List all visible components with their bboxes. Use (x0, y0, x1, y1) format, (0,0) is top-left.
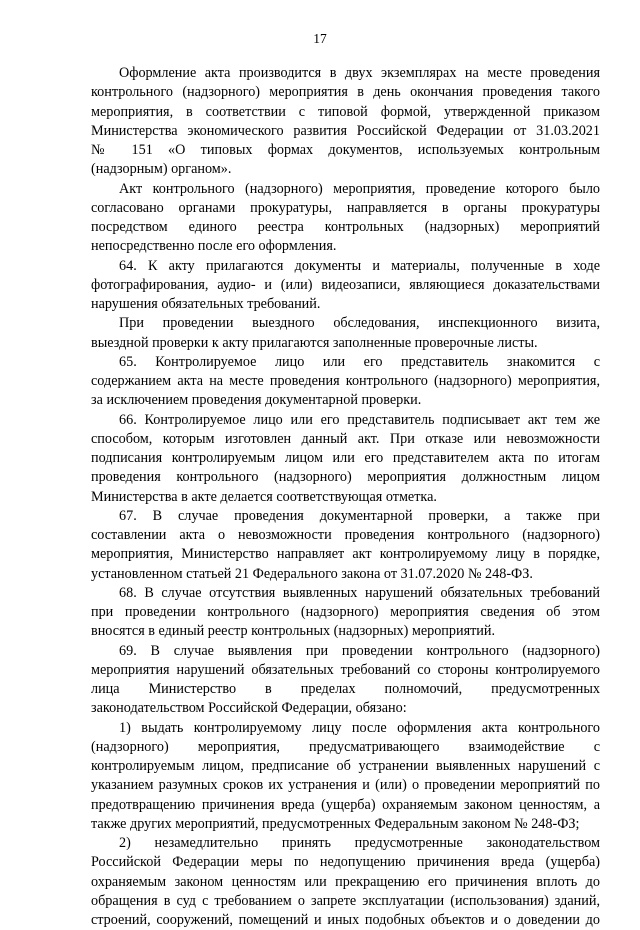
text-line: проведения контрольного (надзорного) мероприятия должностным лицом (91, 469, 600, 486)
text-line: (надзорного) мероприятия, предусматривающего взаимодействие с (91, 738, 600, 755)
text-line: лица Министерство в пределах полномочий, предусмотренных (91, 681, 600, 697)
paragraph (91, 834, 600, 930)
text-line: 66. Контролируемое лицо или его представитель подписывает акт тем же (119, 411, 600, 428)
text-line: предотвращению причинения вреда (ущерба) охраняемым законом ценностям, а (91, 796, 600, 813)
text-line: № 151 «О типовых формах документов, используемых контрольным (91, 142, 600, 158)
text-line: способом, которым изготовлен данный акт. При отказе или невозможности (91, 430, 600, 447)
text-line: Российской Федерации меры по недопущению причинения вреда (ущерба) (91, 854, 600, 871)
text-line: 1) выдать контролируемому лицу после оформления акта контрольного (119, 719, 600, 736)
text-line: непосредственно после его оформления. (91, 238, 337, 255)
text-line: охраняемым законом ценностям или прекращению его причинения вплоть до (91, 873, 600, 890)
text-line: подписания контролируемым лицом или его представителем акта по итогам (91, 450, 600, 466)
text-line: (надзорным) органом». (91, 161, 232, 178)
text-line: 67. В случае проведения документарной проверки, а также при (119, 507, 600, 524)
text-line: обращения в суд с требованием о запрете эксплуатации (использования) зданий, (91, 892, 600, 909)
text-line: вносятся в единый реестр контрольных (надзорных) мероприятий. (91, 623, 496, 640)
paragraph (91, 64, 600, 180)
text-line: при проведении контрольного (надзорного) мероприятия сведения об этом (91, 604, 600, 620)
text-line: также других мероприятий, предусмотренных Федеральным законом № 248-ФЗ; (91, 815, 580, 832)
text-line: составлении акта о невозможности проведения контрольного (надзорного) (91, 527, 600, 543)
text-line: Министерства экономического развития Российской Федерации от 31.03.2021 (91, 122, 600, 139)
text-line: контролируемым лицом, предписание об устранении выявленных нарушений с (91, 758, 600, 774)
paragraph (91, 180, 600, 257)
paragraph (91, 411, 600, 507)
text-line: контрольного (надзорного) мероприятия в день окончания проведения такого (91, 84, 600, 101)
text-line: фотографирования, аудио- и (или) видеозаписи, являющиеся доказательствами (91, 276, 600, 293)
text-line: строений, сооружений, помещений и иных подобных объектов и о доведении до (91, 912, 600, 928)
text-line: за исключением проведения документарной проверки. (91, 392, 422, 409)
text-line: законодательством Российской Федерации, обязано: (91, 700, 407, 717)
page-number: 17 (313, 31, 327, 46)
text-line: мероприятия нарушений обязательных требований со стороны контролируемого (91, 661, 600, 678)
text-line: посредством единого реестра контрольных (надзорных) мероприятий (91, 219, 600, 235)
text-line: мероприятия, в соответствии с типовой формой, утвержденной приказом (91, 103, 600, 120)
paragraph (91, 719, 600, 835)
paragraph (91, 353, 600, 411)
text-line: 68. В случае отсутствия выявленных нарушений обязательных требований (119, 584, 600, 601)
paragraph (91, 314, 600, 353)
text-line: выездной проверки к акту прилагаются заполненные проверочные листы. (91, 334, 538, 351)
text-line: содержанием акта на месте проведения контрольного (надзорного) мероприятия, (91, 373, 600, 389)
text-line: 2) незамедлительно принять предусмотренные законодательством (119, 835, 600, 851)
paragraph (91, 507, 600, 584)
text-line: установленном статьей 21 Федерального закона от 31.07.2020 № 248-ФЗ. (91, 565, 533, 582)
text-line: 64. К акту прилагаются документы и материалы, полученные в ходе (119, 257, 600, 274)
text-line: Оформление акта производится в двух экземплярах на месте проведения (119, 65, 600, 81)
text-line: 65. Контролируемое лицо или его представитель знакомится с (119, 353, 600, 370)
text-line: нарушения обязательных требований. (91, 296, 321, 312)
text-line: 69. В случае выявления при проведении контрольного (надзорного) (119, 642, 600, 659)
text-line: При проведении выездного обследования, инспекционного визита, (119, 315, 600, 332)
text-line: Министерства в акте делается соответствующая отметка. (91, 488, 437, 505)
text-line: согласовано органами прокуратуры, направляется в органы прокуратуры (91, 199, 600, 216)
text-line: указанием разумных сроков их устранения и (или) о проведении мероприятий по (91, 777, 600, 794)
paragraph (91, 257, 600, 315)
text-line: мероприятия, Министерство направляет акт контролируемому лицу в порядке, (91, 546, 600, 563)
text-line: Акт контрольного (надзорного) мероприятия, проведение которого было (119, 180, 600, 197)
document-body (91, 64, 600, 930)
paragraph (91, 584, 600, 642)
paragraph (91, 642, 600, 719)
